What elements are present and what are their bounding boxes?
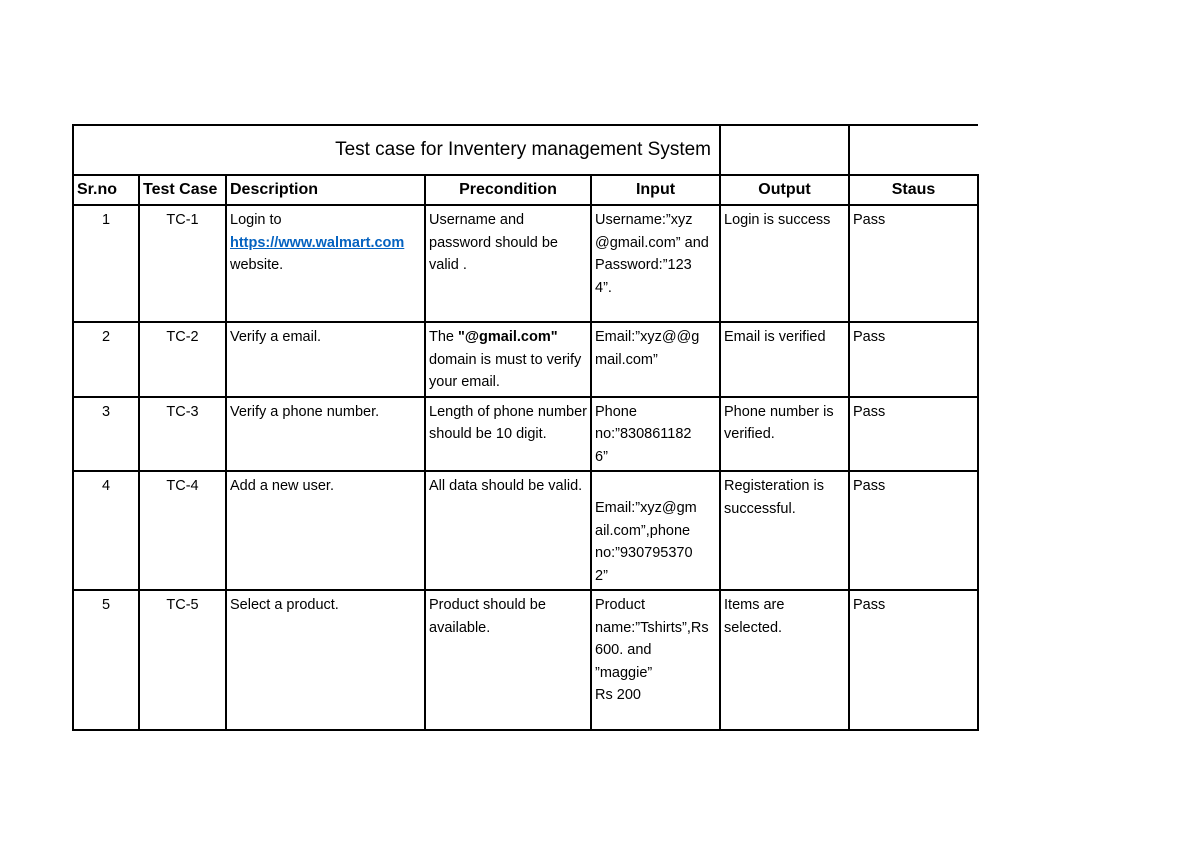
table-row bbox=[73, 397, 978, 472]
column-header-srno: Sr.no bbox=[73, 175, 139, 205]
description-cell: Verify a email. bbox=[226, 322, 425, 397]
title-empty-cell bbox=[849, 125, 978, 175]
column-header-test-case: Test Case bbox=[139, 175, 226, 205]
test-case-cell: TC-1 bbox=[139, 205, 226, 322]
test-case-cell: TC-2 bbox=[139, 322, 226, 397]
description-text: website. bbox=[230, 257, 284, 273]
description-cell: Add a new user. bbox=[226, 471, 425, 590]
test-case-cell: TC-3 bbox=[139, 397, 226, 472]
table-row bbox=[73, 471, 978, 590]
column-header-status: Staus bbox=[849, 175, 978, 205]
column-header-output: Output bbox=[720, 175, 849, 205]
test-case-sheet bbox=[72, 124, 977, 731]
precondition-cell: Username and password should be valid . bbox=[425, 205, 591, 322]
precondition-cell bbox=[425, 322, 591, 397]
description-cell: Select a product. bbox=[226, 590, 425, 730]
output-cell: Items are selected. bbox=[720, 590, 849, 730]
description-cell bbox=[226, 205, 425, 322]
srno-cell: 1 bbox=[73, 205, 139, 322]
output-cell: Email is verified bbox=[720, 322, 849, 397]
table-title: Test case for Inventery management System bbox=[73, 125, 720, 175]
output-cell: Registeration is successful. bbox=[720, 471, 849, 590]
header-row bbox=[73, 175, 978, 205]
srno-cell: 3 bbox=[73, 397, 139, 472]
precondition-domain: "@gmail.com" bbox=[458, 329, 558, 345]
table-row bbox=[73, 322, 978, 397]
output-cell: Login is success bbox=[720, 205, 849, 322]
title-row bbox=[73, 125, 978, 175]
srno-cell: 4 bbox=[73, 471, 139, 590]
description-text: Login to bbox=[230, 212, 282, 228]
status-cell: Pass bbox=[849, 322, 978, 397]
walmart-link[interactable]: https://www.walmart.com bbox=[230, 234, 405, 251]
table-row bbox=[73, 590, 978, 730]
input-cell: Product name:”Tshirts”,Rs 600. and ”maggie” Rs 200 bbox=[591, 590, 720, 730]
srno-cell: 5 bbox=[73, 590, 139, 730]
input-cell bbox=[591, 471, 720, 590]
test-case-cell: TC-4 bbox=[139, 471, 226, 590]
title-empty-cell bbox=[720, 125, 849, 175]
output-cell: Phone number is verified. bbox=[720, 397, 849, 472]
input-cell: Username:”xyz @gmail.com” and Password:”123 4”. bbox=[591, 205, 720, 322]
table-row bbox=[73, 205, 978, 322]
precondition-cell: Product should be available. bbox=[425, 590, 591, 730]
srno-cell: 2 bbox=[73, 322, 139, 397]
description-cell: Verify a phone number. bbox=[226, 397, 425, 472]
column-header-description: Description bbox=[226, 175, 425, 205]
precondition-text: The bbox=[429, 329, 459, 345]
status-cell: Pass bbox=[849, 397, 978, 472]
column-header-input: Input bbox=[591, 175, 720, 205]
precondition-cell: Length of phone number should be 10 digit. bbox=[425, 397, 591, 472]
input-cell: Email:”xyz@@g mail.com” bbox=[591, 322, 720, 397]
column-header-precondition: Precondition bbox=[425, 175, 591, 205]
status-cell: Pass bbox=[849, 590, 978, 730]
input-text: Email:”xyz@gm ail.com”,phone no:”930795370 2” bbox=[595, 500, 697, 584]
status-cell: Pass bbox=[849, 471, 978, 590]
test-case-table bbox=[72, 124, 979, 731]
test-case-cell: TC-5 bbox=[139, 590, 226, 730]
precondition-cell: All data should be valid. bbox=[425, 471, 591, 590]
input-cell: Phone no:”830861182 6” bbox=[591, 397, 720, 472]
status-cell: Pass bbox=[849, 205, 978, 322]
precondition-text: domain is must to verify your email. bbox=[429, 351, 582, 390]
